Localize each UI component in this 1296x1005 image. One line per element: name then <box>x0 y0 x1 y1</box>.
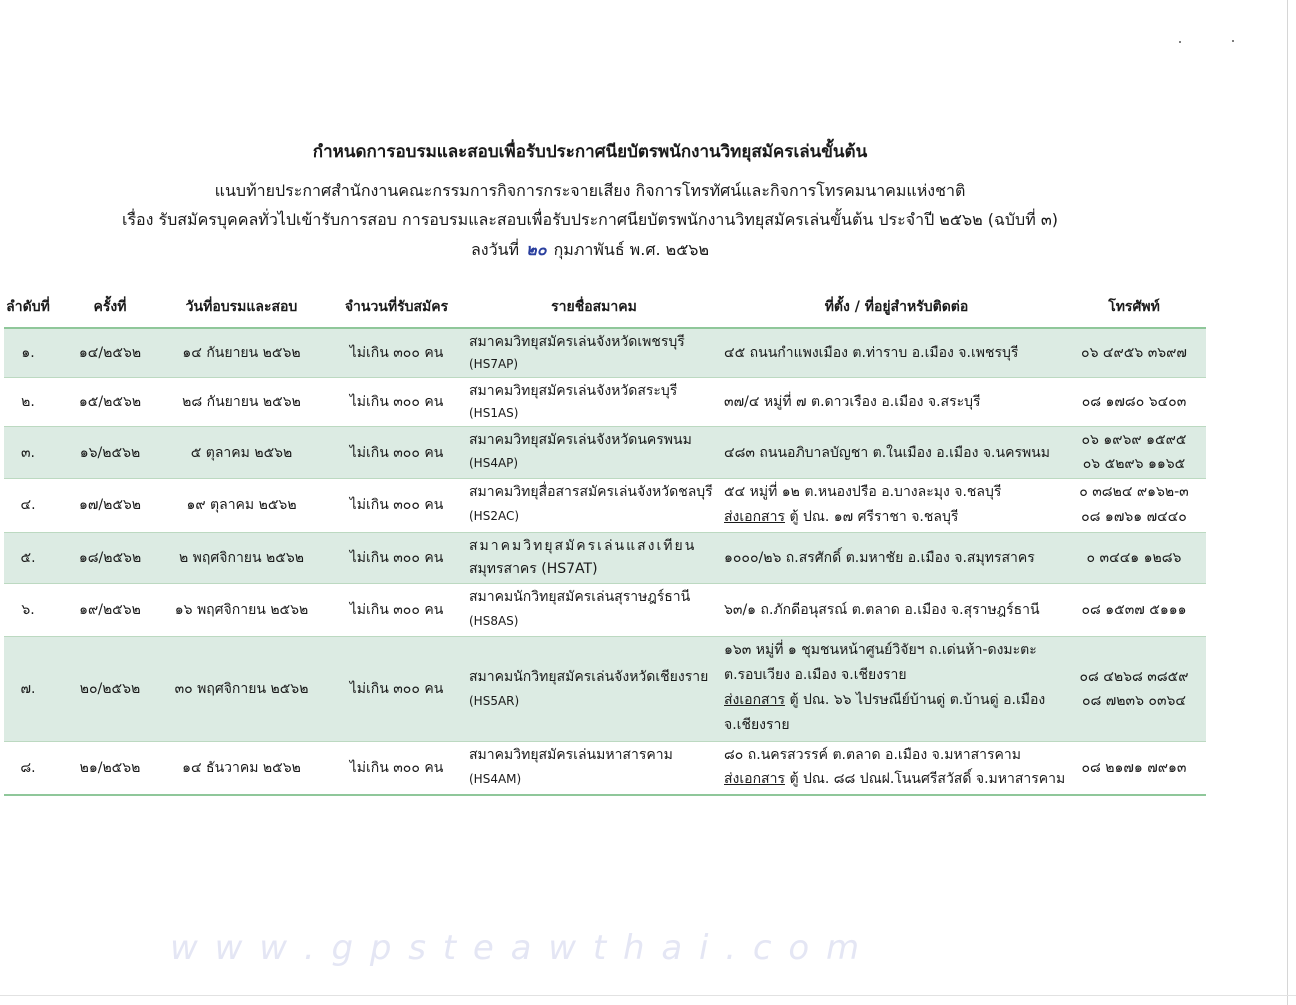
table-row <box>4 533 1206 584</box>
mail-detail: ตู้ ปณ. ๑๗ ศรีราชา จ.ชลบุรี <box>789 509 959 525</box>
table-row <box>4 378 1206 427</box>
row-round: ๑๙/๒๕๖๒ <box>79 602 141 618</box>
row-callsign: (HS2AC) <box>469 509 520 523</box>
row-address: ๖๓/๑ ถ.ภักดีอนุสรณ์ ต.ตลาด อ.เมือง จ.สุราษฎร์ธานี <box>724 602 1040 618</box>
table-row <box>4 742 1206 796</box>
row-round: ๒๑/๒๕๖๒ <box>79 760 141 776</box>
mail-label: ส่งเอกสาร <box>724 509 785 525</box>
row-association: สมาคมวิทยุสมัครเล่นจังหวัดสระบุรี <box>469 383 678 399</box>
row-round: ๑๔/๒๕๖๒ <box>78 345 142 361</box>
row-mail-address <box>724 769 1069 790</box>
page-bottom-edge <box>0 995 1296 996</box>
row-address: ๑๐๐๐/๒๖ ถ.สรศักดิ์ ต.มหาชัย อ.เมือง จ.สมุทรสาคร <box>724 550 1035 566</box>
date-prefix: ลงวันที่ <box>470 240 520 259</box>
row-round: ๒๐/๒๕๖๒ <box>79 681 141 697</box>
mail-detail: ตู้ ปณ. ๘๘ ปณฝ.โนนศรีสวัสดิ์ จ.มหาสารคาม <box>789 771 1066 787</box>
watermark-text: w w w . g p s t e a w t h a i . c o m <box>170 928 863 968</box>
document-subtitle-2: เรื่อง รับสมัครบุคคลทั่วไปเข้ารับการสอบ การอบรมและสอบเพื่อรับประกาศนียบัตรพนักงานวิทยุสมัครเล่นขั้นต้น ประจำปี ๒๕๖๒ (ฉบับที่ ๓) <box>121 210 1059 229</box>
row-no: ๗. <box>20 681 36 697</box>
row-callsign: (HS4AM) <box>469 772 522 786</box>
row-phone: ๐ ๓๔๔๑ ๑๒๘๖ <box>1086 550 1182 566</box>
scan-dot <box>1232 40 1234 42</box>
row-association: สมาคมวิทยุสมัครเล่นแสงเทียน <box>469 538 697 554</box>
row-address-line-2: ต.รอบเวียง อ.เมือง จ.เชียงราย <box>724 667 907 683</box>
table-row <box>4 479 1206 533</box>
document-title: กำหนดการอบรมและสอบเพื่อรับประกาศนียบัตรพนักงานวิทยุสมัครเล่นขั้นต้น <box>312 142 868 162</box>
row-date: ๒ พฤศจิกายน ๒๕๖๒ <box>179 550 304 566</box>
row-capacity: ไม่เกิน ๓๐๐ คน <box>349 445 444 461</box>
row-no: ๒. <box>21 394 35 410</box>
row-date: ๑๔ ธันวาคม ๒๕๖๒ <box>182 760 301 776</box>
row-phone: ๐๖ ๕๒๙๖ ๑๑๖๕ <box>1082 456 1186 472</box>
schedule-table <box>4 285 1206 796</box>
col-date-header: วันที่อบรมและสอบ <box>185 299 298 315</box>
row-no: ๔. <box>20 497 36 513</box>
row-address: ๔๘๓ ถนนอภิบาลบัญชา ต.ในเมือง อ.เมือง จ.นครพนม <box>724 445 1050 461</box>
row-round: ๑๕/๒๕๖๒ <box>78 394 142 410</box>
row-address: ๕๔ หมู่ที่ ๑๒ ต.หนองปรือ อ.บางละมุง จ.ชลบุรี <box>724 484 1002 500</box>
table-row <box>4 584 1206 637</box>
table-header <box>4 285 1206 329</box>
page-edge <box>1287 0 1288 1005</box>
date-day-handwritten: ๒๐ <box>526 240 547 259</box>
row-callsign: (HS4AP) <box>469 456 519 470</box>
table-row <box>4 637 1206 742</box>
row-capacity: ไม่เกิน ๓๐๐ คน <box>349 602 444 618</box>
row-address: ๔๕ ถนนกำแพงเมือง ต.ท่าราบ อ.เมือง จ.เพชรบุรี <box>724 345 1019 361</box>
row-date: ๑๙ ตุลาคม ๒๕๖๒ <box>186 497 297 513</box>
row-phone: ๐๖ ๑๙๖๙ ๑๕๙๕ <box>1081 432 1187 448</box>
mail-detail: ตู้ ปณ. ๖๖ ไปรษณีย์บ้านดู่ ต.บ้านดู่ อ.เมือง <box>789 692 1046 708</box>
mail-label: ส่งเอกสาร <box>724 692 785 708</box>
row-date: ๕ ตุลาคม ๒๕๖๒ <box>190 445 293 461</box>
row-mail-address <box>724 690 1069 711</box>
document-date-line <box>0 238 1180 263</box>
row-capacity: ไม่เกิน ๓๐๐ คน <box>349 394 444 410</box>
row-phone: ๐๘ ๗๒๓๖ ๐๓๖๔ <box>1081 693 1187 709</box>
row-address: ๓๗/๔ หมู่ที่ ๗ ต.ดาวเรือง อ.เมือง จ.สระบุรี <box>724 394 981 410</box>
row-capacity: ไม่เกิน ๓๐๐ คน <box>349 760 444 776</box>
col-round-header: ครั้งที่ <box>93 299 127 315</box>
row-callsign: (HS7AP) <box>469 357 519 371</box>
row-phone: ๐๘ ๑๗๖๑ ๗๔๔๐ <box>1081 509 1187 525</box>
row-round: ๑๗/๒๕๖๒ <box>78 497 142 513</box>
row-capacity: ไม่เกิน ๓๐๐ คน <box>349 681 444 697</box>
row-phone: ๐๘ ๑๗๘๐ ๖๔๐๓ <box>1081 394 1187 410</box>
row-no: ๓. <box>20 445 36 461</box>
date-rest: กุมภาพันธ์ พ.ศ. ๒๕๖๒ <box>553 240 709 259</box>
row-association: สมาคมนักวิทยุสมัครเล่นจังหวัดเชียงราย <box>469 669 709 685</box>
row-association: สมาคมวิทยุสมัครเล่นมหาสารคาม <box>469 747 673 763</box>
mail-label: ส่งเอกสาร <box>724 771 785 787</box>
table-row <box>4 329 1206 378</box>
row-capacity: ไม่เกิน ๓๐๐ คน <box>349 550 444 566</box>
row-callsign: (HS8AS) <box>469 614 519 628</box>
row-phone: ๐๘ ๑๕๓๗ ๕๑๑๑ <box>1081 602 1187 618</box>
row-no: ๖. <box>21 602 35 618</box>
scan-dot <box>1179 41 1181 43</box>
row-capacity: ไม่เกิน ๓๐๐ คน <box>349 497 444 513</box>
row-callsign: (HS5AR) <box>469 694 520 708</box>
col-no-header: ลำดับที่ <box>6 299 50 315</box>
row-round: ๑๖/๒๕๖๒ <box>79 445 141 461</box>
row-no: ๑. <box>21 345 35 361</box>
document-subtitle-1: แนบท้ายประกาศสำนักงานคณะกรรมการกิจการกระจายเสียง กิจการโทรทัศน์และกิจการโทรคมนาคมแห่งชาติ <box>214 181 966 200</box>
row-phone: ๐๘ ๒๑๗๑ ๗๙๑๓ <box>1081 760 1187 776</box>
row-capacity: ไม่เกิน ๓๐๐ คน <box>349 345 444 361</box>
row-address: ๑๖๓ หมู่ที่ ๑ ชุมชนหน้าศูนย์วิจัยฯ ถ.เด่นห้า-ดงมะตะ <box>724 642 1037 658</box>
row-date: ๓๐ พฤศจิกายน ๒๕๖๒ <box>174 681 309 697</box>
row-address-line-4: จ.เชียงราย <box>724 717 790 733</box>
row-association: สมาคมวิทยุสมัครเล่นจังหวัดเพชรบุรี <box>469 334 685 350</box>
row-date: ๑๖ พฤศจิกายน ๒๕๖๒ <box>174 602 309 618</box>
row-mail-address <box>724 507 1069 528</box>
row-phone: ๐๘ ๔๒๖๘ ๓๘๕๙ <box>1079 669 1189 685</box>
row-address: ๘๐ ถ.นครสวรรค์ ต.ตลาด อ.เมือง จ.มหาสารคาม <box>724 747 1021 763</box>
row-date: ๒๘ กันยายน ๒๕๖๒ <box>182 394 301 410</box>
col-capacity-header: จำนวนที่รับสมัคร <box>344 299 449 315</box>
row-no: ๘. <box>20 760 36 776</box>
row-association: สมาคมนักวิทยุสมัครเล่นสุราษฎร์ธานี <box>469 589 691 605</box>
col-association-header: รายชื่อสมาคม <box>551 299 637 315</box>
col-phone-header: โทรศัพท์ <box>1108 299 1160 315</box>
row-round: ๑๘/๒๕๖๒ <box>78 550 142 566</box>
col-address-header: ที่ตั้ง / ที่อยู่สำหรับติดต่อ <box>824 299 969 315</box>
row-date: ๑๔ กันยายน ๒๕๖๒ <box>182 345 301 361</box>
row-association-line-2: สมุทรสาคร (HS7AT) <box>469 561 598 577</box>
row-phone: ๐ ๓๘๒๔ ๙๑๖๒-๓ <box>1079 484 1189 500</box>
row-phone: ๐๖ ๔๙๕๖ ๓๖๙๗ <box>1081 345 1187 361</box>
row-callsign: (HS1AS) <box>469 406 519 420</box>
row-association: สมาคมวิทยุสมัครเล่นจังหวัดนครพนม <box>469 432 692 448</box>
row-no: ๕. <box>20 550 36 566</box>
table-row <box>4 427 1206 479</box>
row-association: สมาคมวิทยุสื่อสารสมัครเล่นจังหวัดชลบุรี <box>469 484 713 500</box>
